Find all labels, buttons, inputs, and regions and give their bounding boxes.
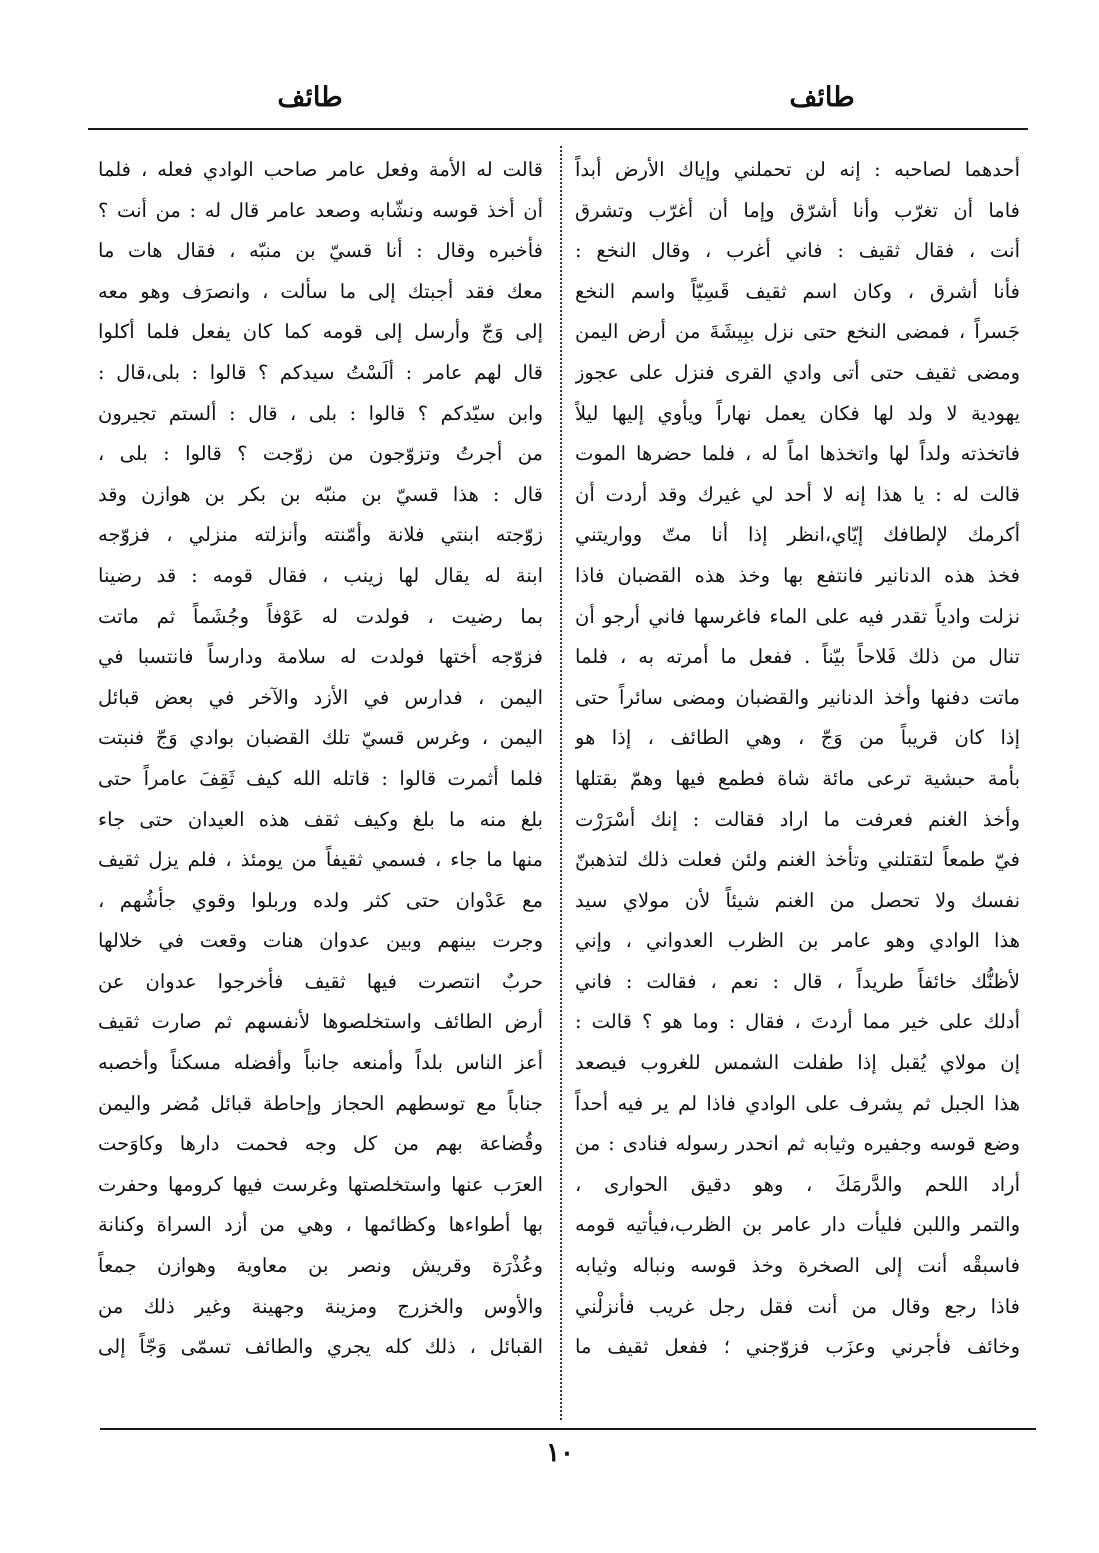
text-line: فاذا رجع وقال من أنت فقل رجل غريب فأنزلْني <box>575 1294 1020 1318</box>
text-line: إلى وَجّ وأرسل إلى قومه كما كان يفعل فلما أكلوا <box>98 320 543 344</box>
text-line: مع عَدْوان حتى كثر ولده وربلوا وقوي جأشُهم ، <box>98 888 543 912</box>
text-line: أراد اللحم والدَّرمَكَ ، وهو دقيق الحوارى ، <box>575 1172 1020 1196</box>
text-line: زوّجته ابنتي فلانة وأمّنته وأنزلته منزلي ، فزوّجه <box>98 523 543 547</box>
text-line: أرض الطائف واستخلصوها لأنفسهم ثم صارت ثقيف <box>98 1010 543 1034</box>
text-line: يهودية لا ولد لها فكان يعمل نهاراً ويأوي إليها ليلاً <box>575 401 1020 425</box>
text-line: أكرمك لإلطافك إيّاي،انظر إذا أنا متّ وواريتني <box>575 523 1020 547</box>
text-line: ومضى ثقيف حتى أتى وادي القرى فنزل على عجوز <box>575 360 1020 384</box>
right-running-head: طائف <box>789 82 855 113</box>
text-line: أدلك على خير مما أردتَ ، فقال : وما هو ؟ قالت : <box>575 1010 1020 1034</box>
text-line: تنال من ذلك فَلاحاً بيّناً . ففعل ما أمرته به ، فلما <box>575 645 1020 669</box>
text-line: أنت ، فقال ثقيف : فاني أغرب ، وقال النخع : <box>575 239 1020 263</box>
column-divider <box>560 146 562 1420</box>
text-line: منها ما جاء ، فسمي ثقيفاً من يومئذ ، فلم يزل ثقيف <box>98 848 543 872</box>
page-number: ١٠ <box>546 1438 574 1468</box>
text-line: جناباً مع توسطهم الحجاز وإحاطة قبائل مُضر واليمن <box>98 1091 543 1115</box>
text-line: إذا كان قريباً من وَجّ ، وهي الطائف ، إذا هو <box>575 726 1020 750</box>
text-line: فزوّجه أختها فولدت له سلامة ودارساً فانتسبا في <box>98 645 543 669</box>
text-line: جَسراً ، فمضى النخع حتى نزل ببِيشَةَ من أرض اليمن <box>575 320 1020 344</box>
left-running-head: طائف <box>277 82 343 113</box>
text-line: ابنة له يقال لها زينب ، فقال قومه : قد رضينا <box>98 563 543 587</box>
right-text-column <box>575 150 1020 1420</box>
text-line: والأوس والخزرج ومزينة وجهينة وغير ذلك من <box>98 1294 543 1318</box>
text-line: قال : هذا قسيّ بن منبّه بن بكر بن هوازن وقد <box>98 482 543 506</box>
text-line: أعز الناس بلداً وأمنعه جانباً وأفضله مسكناً وأخصبه <box>98 1051 543 1075</box>
text-line: وأخذ الغنم فعرفت ما اراد فقالت : إنك أسْرَرْت <box>575 807 1020 831</box>
text-line: وعُذْرَة وقريش ونصر بن معاوية وهوازن جمعاً <box>98 1254 543 1278</box>
footer-rule <box>100 1428 1036 1430</box>
left-text-column <box>98 150 543 1420</box>
text-line: لأظنُّك خائفاً طريداً ، قال : نعم ، فقالت : فاني <box>575 969 1020 993</box>
text-line: العرَب عنها واستخلصتها وغرست فيها كرومها وحفرت <box>98 1172 543 1196</box>
text-line: فلما أثمرت قالوا : قاتله الله كيف ثَقِفَ عامراً حتى <box>98 766 543 790</box>
text-line: إن مولاي يُقبل إذا طفلت الشمس للغروب فيصعد <box>575 1051 1020 1075</box>
text-line: معك فقد أجبتك إلى ما سألت ، وانصرَف وهو معه <box>98 279 543 303</box>
text-line: فأنا أشرق ، وكان اسم ثقيف قَسِيّاً واسم النخع <box>575 279 1020 303</box>
text-line: قال لهم عامر : ألَسْتُ سيدكم ؟ قالوا : بلى،قال : <box>98 360 543 384</box>
text-line: أحدهما لصاحبه : إنه لن تحملني وإياك الأرض أبداً <box>575 158 1020 181</box>
text-line: من أجرتُ وتزوّجون من زوّجت ؟ قالوا : بلى ، <box>98 442 543 466</box>
text-line: حربٌ انتصرت فيها ثقيف فأخرجوا عدوان عن <box>98 969 543 993</box>
text-line: فاتخذته ولداً لها واتخذها اماً له ، فلما حضرها الموت <box>575 442 1020 466</box>
text-line: اليمن ، وغرس قسيّ تلك القضبان بوادي وَجّ فنبتت <box>98 726 543 750</box>
text-line: وقُضاعة بهم من كل وجه فحمت دارها وكاوَحت <box>98 1132 543 1156</box>
text-line: فأخبره وقال : أنا قسيّ بن منبّه ، فقال هات ما <box>98 239 543 263</box>
text-line: قالت له الأمة وفعل عامر صاحب الوادي فعله ، فلما <box>98 158 543 181</box>
text-line: نزلت وادياً تقدر فيه على الماء فاغرسها فاني أرجو أن <box>575 604 1020 628</box>
text-line: بلغ منه ما بلغ وكيف ثقف هذه العيدان حتى جاء <box>98 807 543 831</box>
text-line: ماتت دفنها وأخذ الدنانير والقضبان ومضى سائراً حتى <box>575 685 1020 709</box>
text-line: وجرت بينهم وبين عدوان هنات وقعت في خلالها <box>98 929 543 953</box>
text-line: نفسك ولا تحصل من الغنم شيئاً لأن مولاي سيد <box>575 888 1020 912</box>
text-line: القبائل ، ذلك كله يجري والطائف تسمّى وَجّاً إلى <box>98 1335 543 1359</box>
text-line: قالت له : يا هذا إنه لا أحد لي غيرك وقد أردت أن <box>575 482 1020 506</box>
text-line: هذا الجبل ثم يشرف على الوادي فاذا لم ير فيه أحداً <box>575 1091 1020 1115</box>
text-line: فيّ طمعاً لتقتلني وتأخذ الغنم ولئن فعلت ذلك لتذهبنّ <box>575 848 1020 872</box>
text-line: فاسبقْه أنت إلى الصخرة وخذ قوسه ونباله وثيابه <box>575 1254 1020 1278</box>
text-line: وابن سيّدكم ؟ قالوا : بلى ، قال : ألستم تجيرون <box>98 401 543 425</box>
text-line: فاما أن تغرّب وأنا أشرّق وإما أن أغرّب وتشرق <box>575 198 1020 222</box>
text-line: والتمر واللبن فليأت دار عامر بن الظرب،فيأتيه قومه <box>575 1213 1020 1237</box>
header-rule <box>88 128 1028 130</box>
text-line: اليمن ، فدارس في الأزد والآخر في بعض قبائل <box>98 685 543 709</box>
text-line: أن أخذ قوسه ونشّابه وصعد عامر قال له : من أنت ؟ <box>98 198 543 222</box>
text-line: هذا الوادي وهو عامر بن الظرب العدواني ، وإني <box>575 929 1020 953</box>
text-line: وضع قوسه وجفيره وثيابه ثم انحدر رسوله فنادى : من <box>575 1132 1020 1156</box>
text-line: فخذ هذه الدنانير فانتفع بها وخذ هذه القضبان فاذا <box>575 563 1020 587</box>
text-line: وخائف فأجرني وعزَب فزوّجني ؛ ففعل ثقيف ما <box>575 1335 1020 1359</box>
text-line: بأمة حبشية ترعى مائة شاة فطمع فيها وهمّ بقتلها <box>575 766 1020 790</box>
text-line: بما رضيت ، فولدت له عَوْفاً وجُشَماً ثم ماتت <box>98 604 543 628</box>
text-line: بها أطواءها وكظائمها ، وهي من أزد السراة وكنانة <box>98 1213 543 1237</box>
